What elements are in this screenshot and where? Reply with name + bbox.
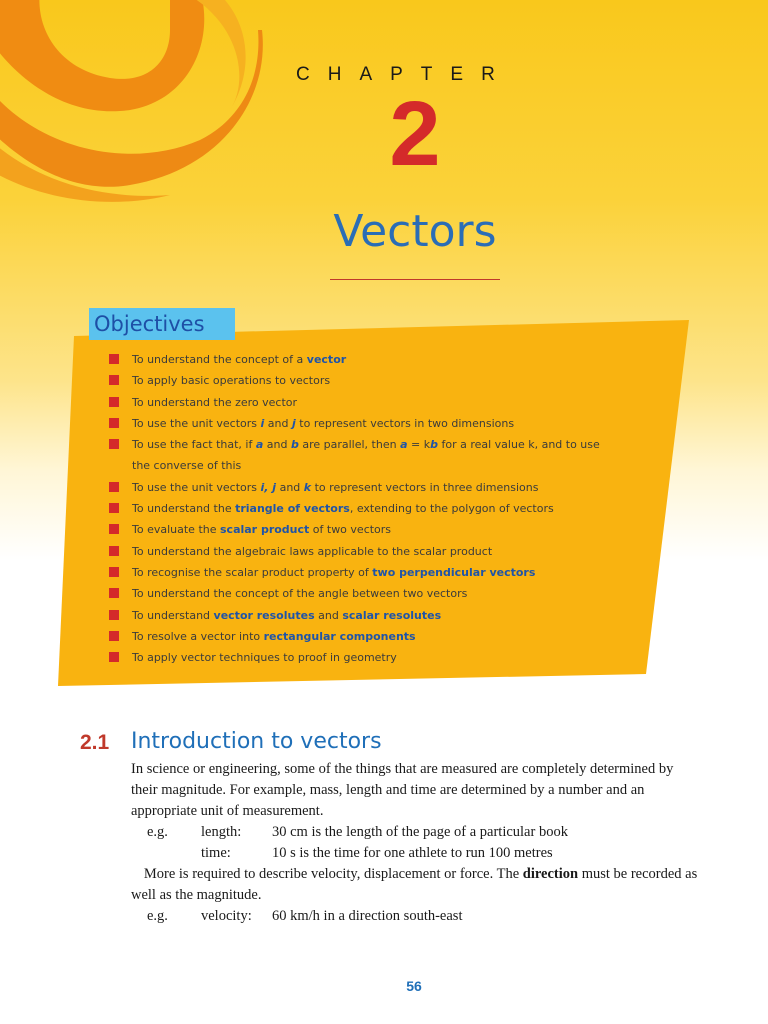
objective-text: To use the fact that, if <box>132 438 256 452</box>
paragraph-2: More is required to describe velocity, displacement or force. The direction must be recorded as well as the magnitude. <box>131 866 698 903</box>
example-eg-label: e.g. <box>147 824 168 840</box>
objective-vector-symbol: j <box>292 416 296 430</box>
decorative-swirl <box>0 0 270 210</box>
objective-text: To understand the concept of a <box>132 353 307 366</box>
section-title: Introduction to vectors <box>131 729 382 754</box>
objective-item <box>109 562 609 583</box>
chapter-number: 2 <box>389 83 441 185</box>
objective-vector-symbol: b <box>290 438 299 452</box>
objective-vector-symbol: i <box>260 416 265 430</box>
objective-text: To understand the zero vector <box>132 395 298 409</box>
section-number: 2.1 <box>80 731 110 754</box>
chapter-label: CHAPTER <box>296 64 513 85</box>
objective-text: To recognise the scalar product property of <box>132 565 373 579</box>
objective-item <box>109 477 609 498</box>
objective-keyword: rectangular components <box>263 629 416 643</box>
bullet-square-icon <box>109 524 119 534</box>
paragraph-1: In science or engineering, some of the things that are measured are completely determined by their magnitude. For example, mass, length and time are determined by a number and an appropriate unit of measurement. <box>131 761 674 819</box>
bullet-square-icon <box>109 439 119 449</box>
bullet-square-icon <box>109 631 119 641</box>
objective-vector-symbol: a <box>400 438 408 452</box>
objective-text: To evaluate the <box>132 523 220 537</box>
example-velocity-label: velocity: <box>201 908 252 924</box>
objective-text: To understand the concept of the angle between two vectors <box>132 587 468 601</box>
objective-item <box>109 519 609 540</box>
bullet-square-icon <box>109 610 119 620</box>
title-divider <box>330 279 500 280</box>
bullet-square-icon <box>109 652 119 662</box>
example-velocity-text: 60 km/h in a direction south-east <box>272 908 463 924</box>
objective-text: for a real value k, and to use the converse of this <box>132 438 600 473</box>
objective-text: to represent vectors in two dimensions <box>295 416 515 430</box>
objectives-heading: Objectives <box>89 308 235 340</box>
objective-text: To apply basic operations to vectors <box>132 374 331 388</box>
objective-keyword: vector <box>306 353 347 366</box>
objective-text: are parallel, then <box>298 438 401 452</box>
objective-text: To understand the <box>132 502 236 516</box>
objective-item <box>109 434 609 477</box>
objective-vector-symbol: k <box>303 480 312 494</box>
bullet-square-icon <box>109 588 119 598</box>
page-number: 56 <box>406 978 422 994</box>
bullet-square-icon <box>109 397 119 407</box>
objective-text: To understand the algebraic laws applicable to the scalar product <box>132 544 493 558</box>
example-length <box>131 822 701 843</box>
objective-text: to represent vectors in three dimensions <box>311 480 539 494</box>
objective-vector-symbol: b <box>430 438 438 452</box>
example-time-text: 10 s is the time for one athlete to run 100 metres <box>272 845 553 861</box>
objective-keyword: two perpendicular vectors <box>372 565 536 579</box>
bullet-square-icon <box>109 375 119 385</box>
objective-vector-symbol: i, j <box>260 480 277 494</box>
objective-item <box>109 413 609 434</box>
bullet-square-icon <box>109 567 119 577</box>
bullet-square-icon <box>109 503 119 513</box>
objective-item <box>109 498 609 519</box>
objective-text: and <box>276 480 304 494</box>
objective-item <box>109 626 609 647</box>
objective-item <box>109 583 609 604</box>
objective-item <box>109 370 609 391</box>
objective-text: To resolve a vector into <box>132 629 264 643</box>
objective-keyword: scalar product <box>220 523 310 537</box>
example-time <box>131 843 701 864</box>
objective-text: To use the unit vectors <box>132 416 261 430</box>
objective-text: of two vectors <box>309 523 392 537</box>
objective-text: and <box>314 608 343 622</box>
objective-text: , extending to the polygon of vectors <box>349 502 554 516</box>
direction-keyword: direction <box>522 866 579 882</box>
chapter-title: Vectors <box>333 206 497 257</box>
objective-text: and <box>264 416 293 430</box>
example-length-label: length: <box>201 824 242 840</box>
objective-vector-symbol: a <box>255 438 264 452</box>
objective-keyword: scalar resolutes <box>342 608 442 622</box>
objective-text: To use the unit vectors <box>132 480 261 494</box>
objective-text: To apply vector techniques to proof in geometry <box>132 651 397 665</box>
objective-item <box>109 541 609 562</box>
objective-item <box>109 605 609 626</box>
example-time-label: time: <box>201 845 231 861</box>
objective-text: and <box>263 438 291 452</box>
bullet-square-icon <box>109 546 119 556</box>
example-eg-label: e.g. <box>147 908 168 924</box>
section-body <box>131 759 701 927</box>
example-velocity <box>131 906 701 927</box>
objective-item <box>109 349 609 370</box>
objective-text: To understand <box>132 608 214 622</box>
bullet-square-icon <box>109 418 119 428</box>
bullet-square-icon <box>109 354 119 364</box>
objective-item <box>109 647 609 668</box>
objective-item <box>109 392 609 413</box>
objectives-list <box>109 349 609 668</box>
example-length-text: 30 cm is the length of the page of a particular book <box>272 824 568 840</box>
objective-text: = k <box>407 438 431 452</box>
bullet-square-icon <box>109 482 119 492</box>
objective-keyword: vector resolutes <box>213 608 315 622</box>
objective-keyword: triangle of vectors <box>235 502 350 516</box>
